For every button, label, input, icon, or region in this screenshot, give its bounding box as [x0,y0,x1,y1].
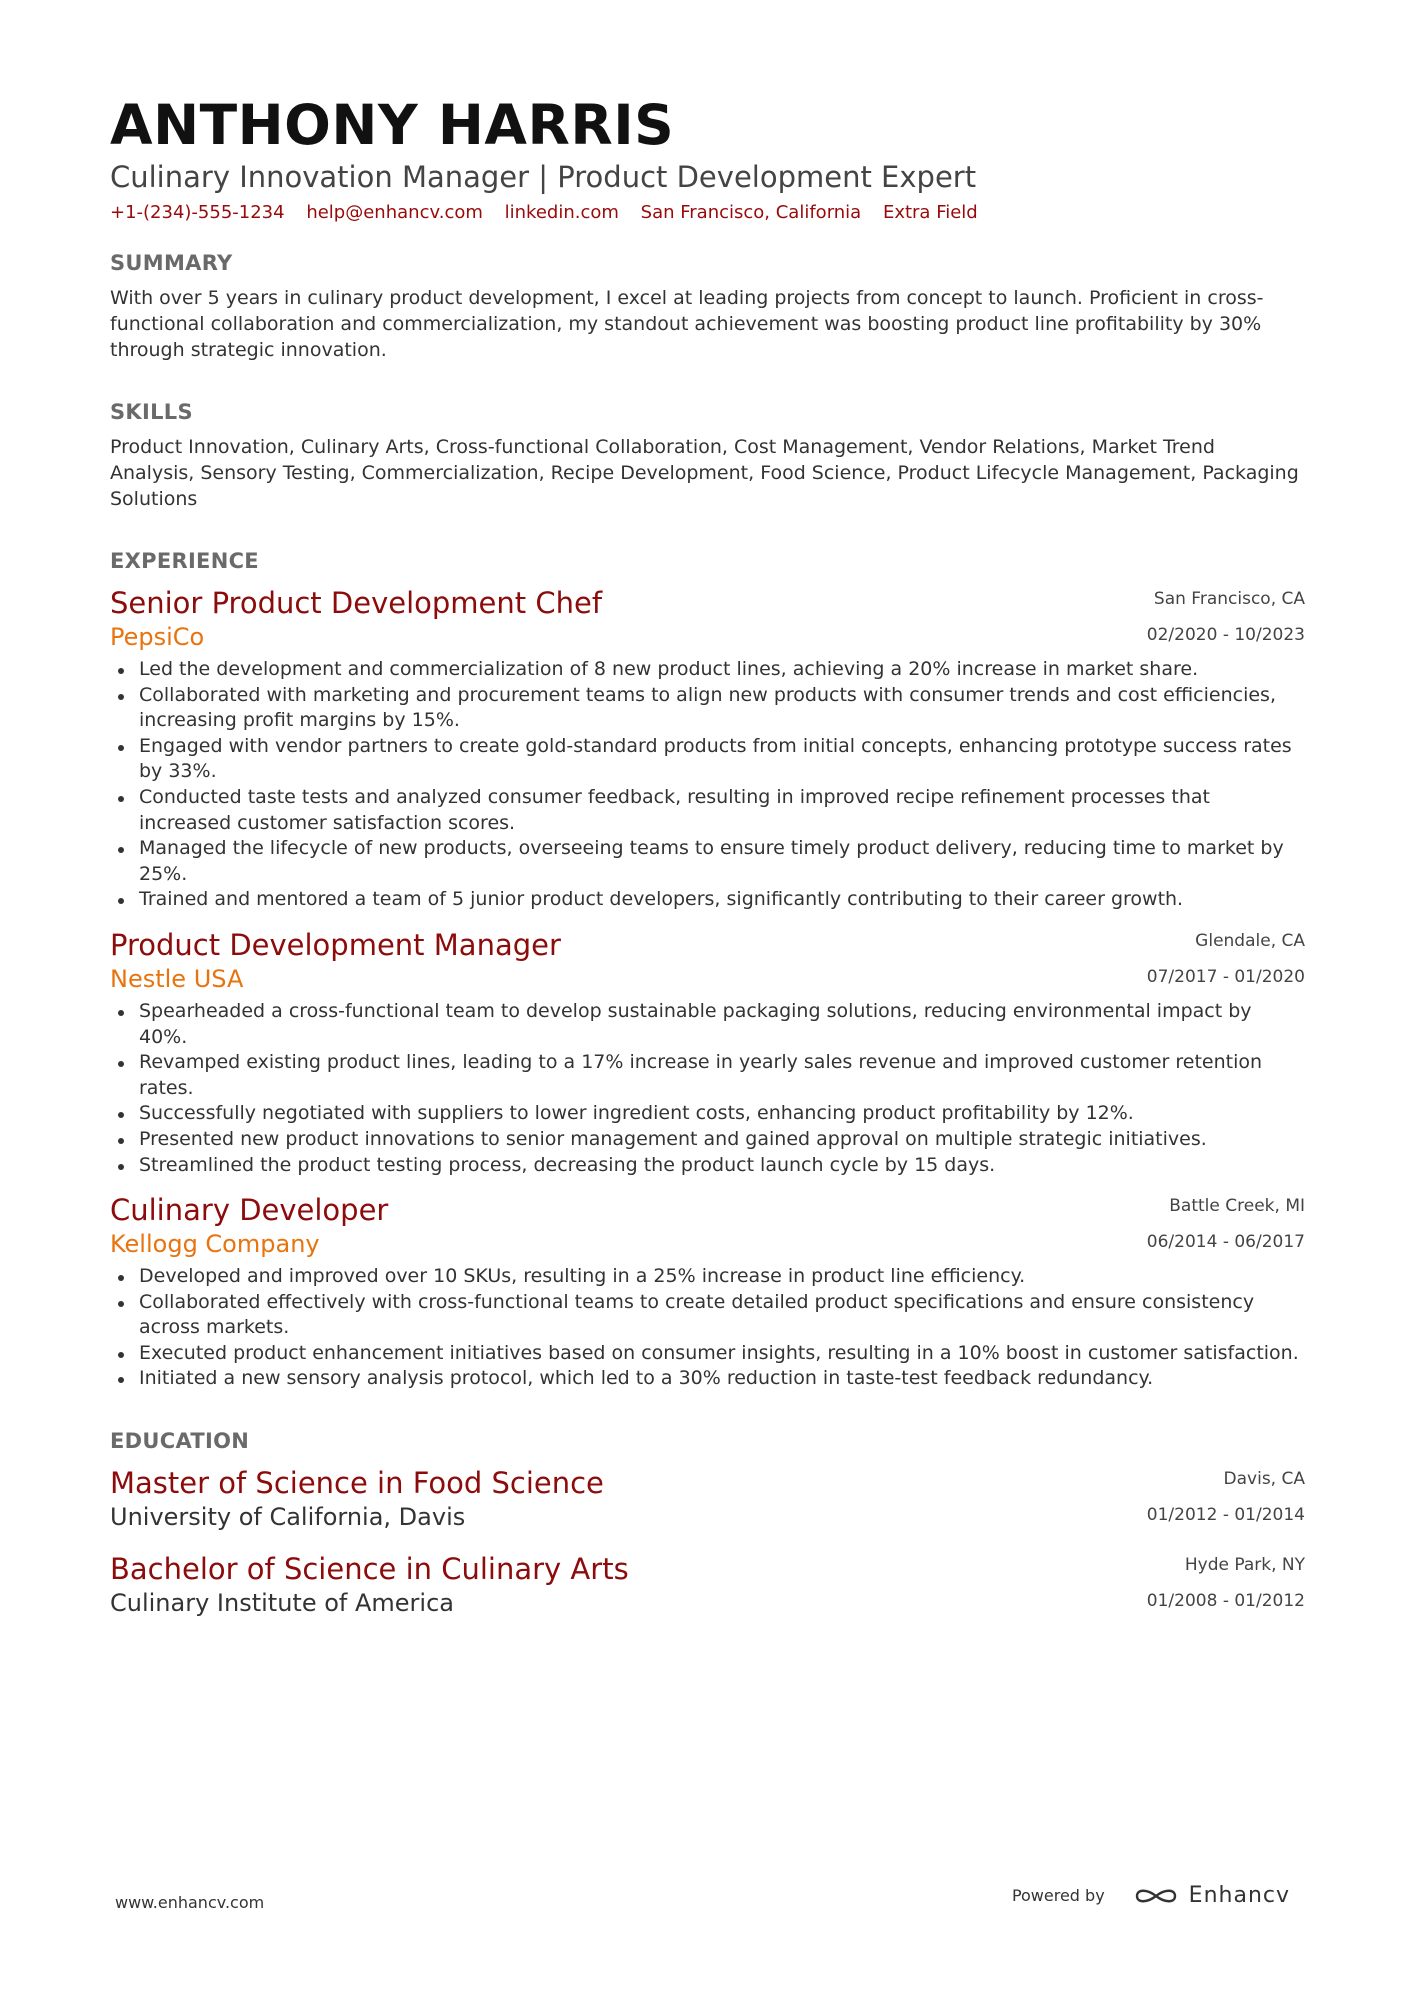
contact-extra: Extra Field [882,202,978,223]
skills-text: Product Innovation, Culinary Arts, Cross-functional Collaboration, Cost Management, Vendor Relations, Market Trend Analysis, Sensory Testing, Commercialization, Recipe Development, Food Science, Product Lifecycle Management, Packaging Solutions [110,436,1299,510]
experience-entry [110,585,1305,913]
job-location: Glendale, CA [1195,930,1305,951]
education-entry [110,1465,1305,1533]
company-name: PepsiCo [110,623,205,651]
degree-title: Bachelor of Science in Culinary Arts [110,1552,629,1587]
bullet-item: Collaborated effectively with cross-functional teams to create detailed product specifications and ensure consistency across markets. [110,1290,1305,1341]
job-title: Product Development Manager [110,927,561,962]
school-name: Culinary Institute of America [110,1589,454,1618]
bullet-item: Initiated a new sensory analysis protocol, which led to a 30% reduction in taste-test feedback redundancy. [110,1366,1305,1392]
company-name: Kellogg Company [110,1230,320,1259]
job-location: San Francisco, CA [1153,589,1305,609]
job-dates: 02/2020 - 10/2023 [1146,625,1305,645]
job-bullets [110,657,1305,913]
job-title: Culinary Developer [110,1193,389,1228]
degree-title: Master of Science in Food Science [110,1466,604,1501]
contact-email[interactable]: help@enhancv.com [306,202,483,223]
candidate-name: ANTHONY HARRIS [110,93,675,157]
powered-by-label: Powered by [1011,1886,1105,1905]
contact-location: San Francisco, California [640,202,862,223]
bullet-item: Developed and improved over 10 SKUs, resulting in a 25% increase in product line efficiency. [110,1264,1305,1290]
company-name: Nestle USA [110,964,244,993]
bullet-item: Led the development and commercialization of 8 new product lines, achieving a 20% increase in market share. [110,657,1305,683]
education-entry [110,1551,1305,1619]
job-dates: 06/2014 - 06/2017 [1146,1232,1305,1253]
job-bullets [110,999,1305,1178]
school-dates: 01/2012 - 01/2014 [1146,1505,1305,1526]
bullet-item: Trained and mentored a team of 5 junior product developers, significantly contributing to their career growth. [110,887,1305,913]
bullet-item: Streamlined the product testing process, decreasing the product launch cycle by 15 days. [110,1153,1305,1179]
experience-section [110,547,1305,1392]
brand-name: Enhancv [1188,1883,1290,1908]
section-title-summary: SUMMARY [110,251,233,275]
school-name: University of California, Davis [110,1503,466,1532]
bullet-item: Successfully negotiated with suppliers to lower ingredient costs, enhancing product profitability by 12%. [110,1101,1305,1127]
skills-section [110,398,1305,512]
experience-entry [110,927,1305,1178]
experience-entry [110,1192,1305,1392]
contact-linkedin[interactable]: linkedin.com [504,202,619,223]
bullet-item: Collaborated with marketing and procurement teams to align new products with consumer trends and cost efficiencies, increasing profit margins by 15%. [110,683,1305,734]
contact-phone[interactable]: +1-(234)-555-1234 [110,202,285,223]
school-location: Davis, CA [1223,1469,1305,1490]
school-dates: 01/2008 - 01/2012 [1146,1591,1305,1612]
job-dates: 07/2017 - 01/2020 [1146,966,1305,987]
section-title-experience: EXPERIENCE [110,549,259,573]
bullet-item: Spearheaded a cross-functional team to develop sustainable packaging solutions, reducing environmental impact by 40%. [110,999,1305,1050]
bullet-item: Revamped existing product lines, leading to a 17% increase in yearly sales revenue and improved customer retention rates. [110,1050,1305,1101]
bullet-item: Engaged with vendor partners to create gold-standard products from initial concepts, enhancing prototype success rates by 33%. [110,734,1305,785]
job-location: Battle Creek, MI [1169,1196,1305,1217]
section-title-skills: SKILLS [110,400,193,424]
education-section [110,1427,1305,1619]
footer-branding [1012,1883,1290,1908]
bullet-item: Presented new product innovations to senior management and gained approval on multiple strategic initiatives. [110,1127,1305,1153]
bullet-item: Conducted taste tests and analyzed consumer feedback, resulting in improved recipe refinement processes that increased customer satisfaction scores. [110,785,1305,836]
bullet-item: Executed product enhancement initiatives based on consumer insights, resulting in a 10% boost in customer satisfaction. [110,1341,1305,1367]
job-title: Senior Product Development Chef [110,586,603,620]
footer-website[interactable]: www.enhancv.com [115,1893,265,1912]
contact-bar [110,201,1305,225]
infinity-logo-icon [1133,1884,1179,1908]
resume-page [110,92,1305,1619]
bullet-item: Managed the lifecycle of new products, overseeing teams to ensure timely product delivery, reducing time to market by 25%. [110,836,1305,887]
summary-text: With over 5 years in culinary product development, I excel at leading projects from concept to launch. Proficient in cross-functional collaboration and commercialization, my standout achievement was boosting product line profitability by 30% through strategic innovation. [110,287,1264,361]
summary-section [110,249,1305,363]
job-bullets [110,1264,1305,1392]
headline: Culinary Innovation Manager | Product Development Expert [110,160,977,194]
section-title-education: EDUCATION [110,1429,250,1454]
school-location: Hyde Park, NY [1184,1555,1305,1576]
